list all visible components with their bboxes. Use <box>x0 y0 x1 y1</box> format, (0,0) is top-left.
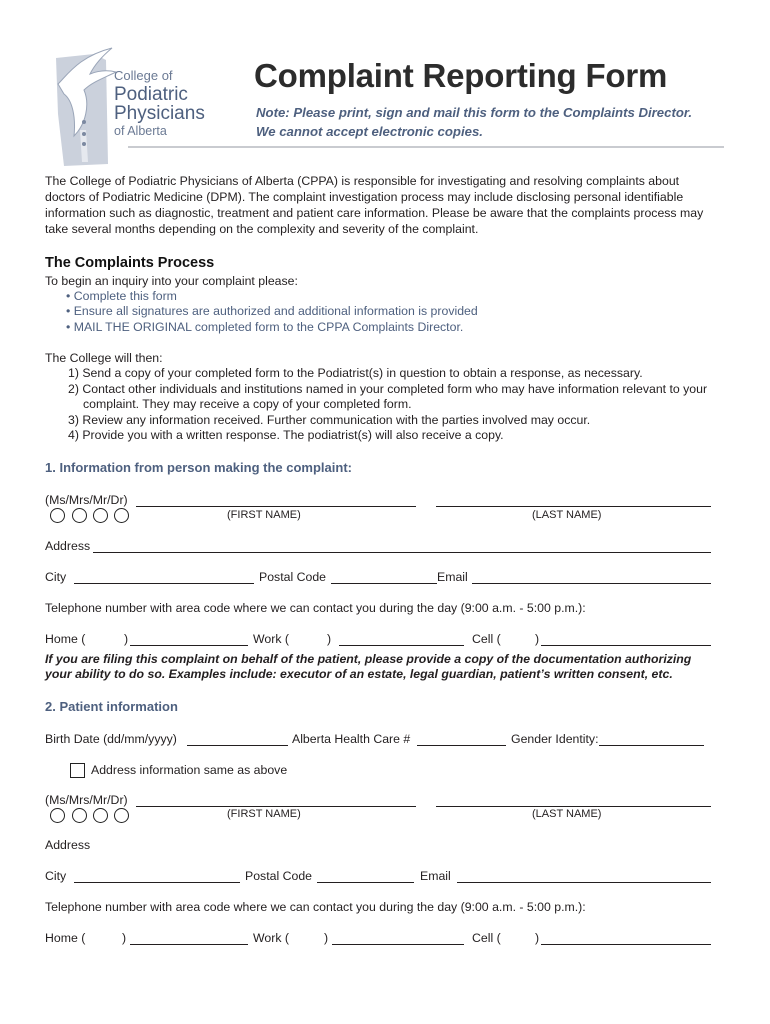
work-label: Work ( <box>253 632 289 646</box>
city-field[interactable] <box>74 571 254 584</box>
last-name-caption: (LAST NAME) <box>532 509 602 521</box>
salutation-radio-mrs[interactable] <box>72 508 87 523</box>
logo-line4: of Alberta <box>114 124 167 138</box>
process-will-then: The College will then: <box>45 351 163 365</box>
bullet-text: MAIL THE ORIGINAL completed form to the CPPA Complaints Director. <box>73 320 464 334</box>
patient-cell-paren: ) <box>535 931 540 945</box>
email-label: Email <box>437 570 468 584</box>
intro-line: doctors of Podiatric Medicine (DPM). The complaint investigation process may include disclosing personal identifiable <box>45 190 684 204</box>
patient-salutation-label: (Ms/Mrs/Mr/Dr) <box>45 793 128 807</box>
home-paren: ) <box>124 632 129 646</box>
patient-salutation-radio-dr[interactable] <box>114 808 129 823</box>
salutation-radio-mr[interactable] <box>93 508 108 523</box>
salutation-label: (Ms/Mrs/Mr/Dr) <box>45 493 128 507</box>
patient-city-label: City <box>45 869 67 883</box>
birth-date-label: Birth Date (dd/mm/yyyy) <box>45 732 177 746</box>
page-title: Complaint Reporting Form <box>254 57 668 94</box>
patient-cell-label: Cell ( <box>472 931 501 945</box>
process-bullet: • Ensure all signatures are authorized and additional information is provided <box>66 304 478 318</box>
same-address-label: Address information same as above <box>91 763 288 777</box>
patient-work-label: Work ( <box>253 931 289 945</box>
intro-line: take several months depending on the complexity and severity of the complaint. <box>45 222 479 236</box>
ahc-label: Alberta Health Care # <box>292 732 411 746</box>
bullet-text: Complete this form <box>73 289 177 303</box>
patient-first-name-caption: (FIRST NAME) <box>227 808 301 820</box>
email-field[interactable] <box>472 571 711 584</box>
logo-emblem-icon <box>50 44 120 169</box>
patient-email-label: Email <box>420 869 451 883</box>
process-step: complaint. They may receive a copy of your completed form. <box>83 397 412 411</box>
patient-home-paren: ) <box>122 931 127 945</box>
header-note-1: Note: Please print, sign and mail this form to the Complaints Director. <box>256 105 692 120</box>
work-phone-field[interactable] <box>339 633 464 646</box>
on-behalf-notice: If you are filing this complaint on behalf of the patient, please provide a copy of the documentation authorizing <box>45 652 692 666</box>
cell-paren: ) <box>535 632 540 646</box>
last-name-field[interactable] <box>436 494 711 507</box>
patient-postal-label: Postal Code <box>245 869 312 883</box>
patient-first-name-field[interactable] <box>136 794 416 807</box>
patient-salutation-radio-ms[interactable] <box>50 808 65 823</box>
logo-line3: Physicians <box>114 103 205 124</box>
cell-phone-field[interactable] <box>541 633 711 646</box>
ahc-field[interactable] <box>417 733 506 746</box>
gender-field[interactable] <box>599 733 704 746</box>
patient-work-paren: ) <box>324 931 329 945</box>
process-step: 3) Review any information received. Further communication with the parties involved may occur. <box>68 413 591 427</box>
same-address-checkbox[interactable] <box>70 763 85 778</box>
patient-last-name-field[interactable] <box>436 794 711 807</box>
patient-work-phone-field[interactable] <box>332 932 464 945</box>
patient-address-label: Address <box>45 838 91 852</box>
address-field[interactable] <box>93 540 711 553</box>
intro-line: information such as diagnostic, treatment and patient care information. Please be aware that the complaints process may <box>45 206 704 220</box>
first-name-field[interactable] <box>136 494 416 507</box>
work-paren: ) <box>327 632 332 646</box>
logo <box>50 44 225 169</box>
header-divider <box>128 146 724 148</box>
patient-telephone-label: Telephone number with area code where we can contact you during the day (9:00 a.m. - 5:00 p.m.): <box>45 900 586 914</box>
patient-city-field[interactable] <box>74 870 240 883</box>
section1-heading: 1. Information from person making the complaint: <box>45 460 352 475</box>
patient-salutation-radio-mrs[interactable] <box>72 808 87 823</box>
address-label: Address <box>45 539 91 553</box>
salutation-radio-ms[interactable] <box>50 508 65 523</box>
patient-cell-phone-field[interactable] <box>541 932 711 945</box>
patient-home-phone-field[interactable] <box>130 932 248 945</box>
patient-salutation-radio-mr[interactable] <box>93 808 108 823</box>
patient-postal-field[interactable] <box>317 870 414 883</box>
logo-line2: Podiatric <box>114 84 188 105</box>
salutation-radio-dr[interactable] <box>114 508 129 523</box>
section2-heading: 2. Patient information <box>45 699 178 714</box>
home-phone-field[interactable] <box>130 633 248 646</box>
first-name-caption: (FIRST NAME) <box>227 509 301 521</box>
home-label: Home ( <box>45 632 86 646</box>
process-step: 4) Provide you with a written response. The podiatrist(s) will also receive a copy. <box>68 428 504 442</box>
process-lead: To begin an inquiry into your complaint please: <box>45 274 298 288</box>
patient-last-name-caption: (LAST NAME) <box>532 808 602 820</box>
process-heading: The Complaints Process <box>45 255 215 271</box>
process-step: 1) Send a copy of your completed form to the Podiatrist(s) in question to obtain a response, as necessary. <box>68 366 643 380</box>
process-bullet: • Complete this form <box>66 289 177 303</box>
patient-email-field[interactable] <box>457 870 711 883</box>
patient-home-label: Home ( <box>45 931 86 945</box>
logo-line1: College of <box>114 68 173 83</box>
intro-line: The College of Podiatric Physicians of Alberta (CPPA) is responsible for investigating and resolving complaints about <box>45 174 680 188</box>
on-behalf-notice: your ability to do so. Examples include: executor of an estate, legal guardian, patient’s written consent, etc. <box>45 667 673 681</box>
process-bullet: • MAIL THE ORIGINAL completed form to the CPPA Complaints Director. <box>66 320 464 334</box>
postal-field[interactable] <box>331 571 437 584</box>
gender-label: Gender Identity: <box>511 732 599 746</box>
header-note-2: We cannot accept electronic copies. <box>256 124 483 139</box>
bullet-text: Ensure all signatures are authorized and additional information is provided <box>73 304 478 318</box>
postal-label: Postal Code <box>259 570 326 584</box>
cell-label: Cell ( <box>472 632 501 646</box>
telephone-label: Telephone number with area code where we can contact you during the day (9:00 a.m. - 5:00 p.m.): <box>45 601 586 615</box>
process-step: 2) Contact other individuals and institutions named in your completed form who may have information relevant to your <box>68 382 708 396</box>
city-label: City <box>45 570 67 584</box>
birth-date-field[interactable] <box>187 733 288 746</box>
